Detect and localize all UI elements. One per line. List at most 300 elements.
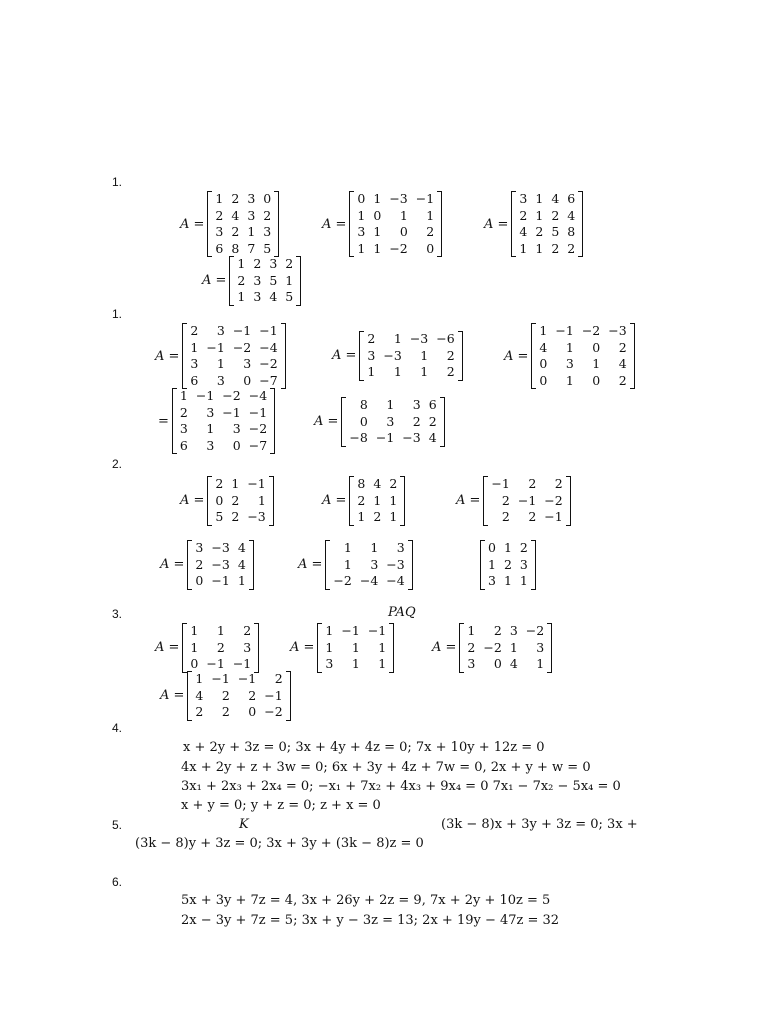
matrix-cell: 0	[232, 437, 241, 453]
matrix-cell: 2	[231, 492, 240, 508]
matrix-cell: −2	[483, 639, 502, 655]
matrix-cell: 2	[215, 476, 224, 491]
matrix-cell: 0	[592, 339, 601, 355]
matrix-prefix: A =	[160, 688, 185, 704]
equation-line: (3k − 8)x + 3y + 3z = 0; 3x +	[441, 817, 638, 832]
matrix-cell: 1	[535, 207, 544, 223]
parameter-k: K	[239, 817, 249, 832]
matrix-cell: 4	[269, 289, 278, 304]
matrix-cell: 2	[274, 671, 283, 686]
matrix-cell: 1	[237, 256, 246, 271]
matrix-cell: 1	[399, 207, 408, 223]
matrix	[332, 331, 463, 381]
equation-line: 4x + 2y + z + 3w = 0; 6x + 3y + 4z + 7w = 0, 2x + y + w = 0	[181, 760, 591, 775]
equation-line: x + y = 0; y + z = 0; z + x = 0	[181, 798, 381, 813]
matrix-cell: 2	[231, 191, 240, 206]
matrix-cell: −1	[232, 323, 252, 338]
matrix-cell: 4	[237, 540, 246, 555]
matrix-cell: −1	[195, 388, 215, 403]
matrix-cell: 1	[195, 671, 204, 686]
matrix-prefix: A =	[456, 493, 481, 509]
matrix-cell: 2	[231, 509, 240, 524]
matrix-body	[349, 191, 442, 257]
matrix-cell: −1	[247, 476, 266, 491]
matrix-cell: 3	[488, 573, 496, 588]
matrix-cell: 3	[467, 656, 476, 671]
matrix-prefix: A =	[432, 640, 457, 656]
matrix-cell: 3	[325, 656, 334, 671]
matrix-cell: 0	[248, 704, 257, 719]
matrix-cell: 1	[503, 540, 512, 555]
matrix-cell: −2	[264, 704, 283, 719]
matrix-prefix: A =	[322, 493, 347, 509]
matrix-cell: 2	[263, 207, 272, 223]
matrix-cell: 4	[539, 339, 548, 355]
matrix-cell: 1	[325, 639, 334, 655]
matrix-cell: −2	[581, 323, 601, 338]
problem-label: 2.	[112, 457, 123, 471]
matrix-cell: 1	[488, 556, 496, 572]
matrix-prefix: A =	[290, 640, 315, 656]
matrix-cell: −2	[232, 339, 252, 355]
matrix-cell: 0	[215, 492, 224, 508]
problem-label: 3.	[112, 607, 123, 621]
matrix-cell: −1	[206, 656, 225, 671]
matrix-cell: −6	[436, 331, 455, 346]
matrix-cell: 3	[519, 191, 528, 206]
matrix-cell: −1	[211, 671, 230, 686]
matrix-cell: 0	[399, 224, 408, 239]
matrix-cell: 5	[215, 509, 224, 524]
matrix-cell: 1	[467, 623, 476, 638]
matrix-cell: 3	[509, 623, 518, 638]
matrix	[155, 323, 286, 389]
matrix-body	[341, 397, 444, 447]
matrix-prefix: A =	[298, 557, 323, 573]
matrix-cell: 3	[247, 191, 256, 206]
matrix-cell: 1	[343, 556, 352, 572]
matrix-body	[317, 623, 394, 673]
matrix-cell: 1	[592, 356, 601, 371]
matrix-cell: −3	[211, 556, 230, 572]
matrix-cell: −1	[491, 476, 510, 491]
matrix-cell: 2	[195, 556, 204, 572]
matrix	[155, 623, 259, 673]
matrix-cell: −1	[341, 623, 360, 638]
matrix-cell: 1	[535, 240, 544, 256]
matrix-cell: 2	[248, 687, 257, 703]
matrix-cell: 1	[206, 421, 215, 436]
matrix-cell: −1	[222, 404, 241, 420]
problem-heading: PAQ	[388, 605, 416, 620]
matrix-cell: 1	[378, 656, 387, 671]
matrix-body	[511, 191, 583, 257]
matrix-cell: 3	[206, 437, 215, 453]
matrix-cell: 2	[446, 347, 455, 363]
matrix-cell: 2	[373, 509, 382, 524]
matrix-cell: −4	[259, 339, 278, 355]
matrix-cell: 0	[592, 372, 601, 388]
matrix-cell: 1	[343, 540, 352, 555]
matrix-cell: 4	[519, 224, 528, 239]
matrix-cell: 1	[393, 331, 402, 346]
matrix-cell: 1	[351, 639, 360, 655]
matrix-cell: 3	[243, 639, 252, 655]
matrix-prefix: A =	[160, 557, 185, 573]
matrix	[432, 623, 552, 673]
matrix-cell: 3	[412, 397, 421, 412]
matrix-cell: 4	[618, 356, 627, 371]
matrix-cell: 2	[412, 413, 421, 429]
matrix-body	[207, 476, 273, 526]
matrix-cell: 4	[567, 207, 576, 223]
matrix-cell: 4	[428, 430, 437, 445]
matrix-cell: 3	[206, 404, 215, 420]
matrix	[180, 476, 274, 526]
matrix-cell: −2	[222, 388, 241, 403]
equation-line: 5x + 3y + 7z = 4, 3x + 26y + 2z = 9, 7x + 2y + 10z = 5	[181, 893, 551, 908]
matrix-cell: 2	[215, 207, 224, 223]
matrix-cell: −1	[555, 323, 574, 338]
matrix	[456, 476, 571, 526]
matrix-cell: 2	[367, 331, 376, 346]
matrix-prefix: A =	[155, 348, 180, 364]
matrix-cell: 1	[386, 397, 395, 412]
matrix-cell: −3	[389, 191, 408, 206]
matrix-cell: −2	[333, 573, 352, 588]
matrix-cell: 2	[221, 687, 230, 703]
matrix-cell: −7	[259, 372, 278, 388]
matrix-cell: 2	[528, 476, 537, 491]
matrix-cell: 1	[539, 323, 548, 338]
matrix-cell: −3	[211, 540, 230, 555]
matrix-cell: 4	[237, 556, 246, 572]
problem-label: 6.	[112, 875, 123, 889]
matrix-cell: 1	[357, 509, 366, 524]
matrix-prefix: A =	[314, 414, 339, 430]
matrix-cell: 0	[493, 656, 502, 671]
matrix-cell: 1	[509, 639, 518, 655]
matrix-cell: −1	[248, 404, 268, 420]
matrix-cell: −3	[608, 323, 627, 338]
matrix-cell: 4	[195, 687, 204, 703]
matrix-cell: −2	[248, 421, 268, 436]
matrix-body	[325, 540, 412, 590]
matrix-cell: 4	[551, 191, 560, 206]
matrix-body	[207, 191, 279, 257]
matrix-cell: 3	[247, 207, 256, 223]
matrix-prefix: A =	[322, 216, 347, 232]
matrix-cell: 5	[285, 289, 294, 304]
matrix-cell: 2	[190, 323, 199, 338]
matrix-cell: −3	[383, 347, 402, 363]
matrix-cell: 0	[243, 372, 252, 388]
matrix-cell: 1	[190, 339, 199, 355]
matrix-cell: −1	[232, 656, 252, 671]
matrix-cell: 0	[539, 356, 548, 371]
matrix-cell: 2	[551, 207, 560, 223]
matrix	[314, 397, 445, 447]
matrix-cell: 1	[357, 240, 366, 256]
matrix-cell: 8	[231, 240, 240, 256]
matrix-cell: 0	[263, 191, 272, 206]
matrix-cell: 3	[190, 356, 199, 371]
matrix-cell: 2	[467, 639, 476, 655]
matrix-cell: −4	[248, 388, 268, 403]
matrix-cell: 6	[428, 397, 437, 412]
equation-line: 3x₁ + 2x₃ + 2x₄ = 0; −x₁ + 7x₂ + 4x₃ + 9x₄ = 0 7x₁ − 7x₂ − 5x₄ = 0	[181, 779, 621, 794]
problem-label: 1.	[112, 307, 123, 321]
matrix-cell: 1	[389, 492, 398, 508]
matrix	[484, 191, 583, 257]
matrix-cell: 2	[519, 540, 528, 555]
matrix-cell: 0	[359, 413, 368, 429]
matrix-cell: −2	[389, 240, 408, 256]
matrix	[160, 540, 254, 590]
matrix-cell: 2	[501, 509, 510, 524]
matrix-cell: 2	[551, 240, 560, 256]
matrix-cell: −1	[264, 687, 283, 703]
matrix-cell: −1	[259, 323, 278, 338]
matrix-cell: 1	[190, 639, 199, 655]
matrix-body	[459, 623, 552, 673]
problem-label: 1.	[112, 175, 123, 189]
matrix-cell: −1	[517, 492, 537, 508]
matrix-cell: 3	[386, 413, 395, 429]
matrix-cell: −1	[367, 623, 387, 638]
matrix-cell: 0	[195, 573, 204, 588]
matrix-cell: 2	[519, 207, 528, 223]
matrix-cell: 1	[237, 573, 246, 588]
matrix-cell: 3	[536, 639, 545, 655]
matrix-cell: 0	[488, 540, 496, 555]
matrix-cell: 1	[378, 639, 387, 655]
matrix-cell: 8	[359, 397, 368, 412]
matrix-cell: 1	[420, 347, 429, 363]
matrix-cell: 2	[389, 476, 398, 491]
matrix-cell: 2	[195, 704, 204, 719]
matrix-cell: −3	[386, 556, 405, 572]
matrix-cell: 3	[179, 421, 188, 436]
matrix-body	[182, 623, 259, 673]
matrix-cell: 1	[420, 364, 429, 379]
matrix-cell: 3	[253, 272, 262, 288]
matrix	[158, 388, 275, 454]
matrix-cell: −4	[359, 573, 379, 588]
matrix-cell: −3	[409, 331, 429, 346]
matrix-cell: 1	[373, 240, 382, 256]
matrix-cell: 2	[221, 704, 230, 719]
matrix-cell: 1	[351, 656, 360, 671]
matrix	[298, 540, 413, 590]
matrix-cell: 2	[285, 256, 294, 271]
matrix-cell: 2	[237, 272, 246, 288]
matrix-cell: 2	[528, 509, 537, 524]
matrix-body	[359, 331, 462, 381]
matrix-cell: 1	[216, 623, 225, 638]
matrix-cell: 6	[215, 240, 224, 256]
matrix-cell: 2	[243, 623, 252, 638]
matrix-cell: 1	[535, 191, 544, 206]
matrix-body	[187, 540, 253, 590]
matrix-cell: 1	[247, 224, 256, 239]
matrix-cell: 3	[253, 289, 262, 304]
equation-line: 2x − 3y + 7z = 5; 3x + y − 3z = 13; 2x + 19y − 47z = 32	[181, 913, 560, 928]
matrix-cell: 1	[393, 364, 402, 379]
matrix-cell: 2	[253, 256, 262, 271]
matrix-cell: −1	[211, 573, 230, 588]
matrix-cell: −2	[525, 623, 545, 638]
problem-label: 5.	[112, 818, 123, 832]
matrix-cell: 1	[536, 656, 545, 671]
matrix-body	[229, 256, 301, 306]
matrix-cell: 1	[373, 191, 382, 206]
matrix-cell: 1	[565, 372, 574, 388]
matrix-cell: 2	[446, 364, 455, 379]
matrix-cell: 7	[247, 240, 256, 256]
matrix-cell: 1	[325, 623, 334, 638]
matrix-body	[182, 323, 285, 389]
matrix-cell: 5	[263, 240, 272, 256]
matrix-cell: 1	[519, 573, 528, 588]
matrix-cell: 3	[519, 556, 528, 572]
problem-label: 4.	[112, 721, 123, 735]
matrix-cell: 1	[179, 388, 188, 403]
matrix-cell: 8	[357, 476, 366, 491]
matrix-body	[349, 476, 405, 526]
matrix-prefix: A =	[180, 493, 205, 509]
matrix-cell: 2	[179, 404, 188, 420]
matrix-cell: 0	[373, 207, 382, 223]
matrix-cell: 2	[426, 224, 435, 239]
matrix-cell: 1	[389, 509, 398, 524]
matrix-cell: 3	[243, 356, 252, 371]
matrix-cell: 1	[215, 191, 224, 206]
matrix-cell: −8	[349, 430, 368, 445]
matrix	[290, 623, 394, 673]
matrix-cell: 3	[263, 224, 272, 239]
matrix-cell: 3	[367, 347, 376, 363]
matrix-cell: 2	[357, 492, 366, 508]
matrix-cell: 2	[216, 639, 225, 655]
matrix-cell: −1	[375, 430, 395, 445]
matrix-cell: 3	[357, 224, 366, 239]
matrix-cell: 1	[257, 492, 266, 508]
matrix-cell: 1	[216, 356, 225, 371]
matrix-cell: 2	[493, 623, 502, 638]
matrix-cell: 6	[567, 191, 576, 206]
matrix	[504, 323, 635, 389]
matrix-cell: 1	[237, 289, 246, 304]
matrix-cell: 6	[190, 372, 199, 388]
matrix-cell: 2	[501, 492, 510, 508]
matrix-cell: 1	[231, 476, 240, 491]
matrix	[180, 191, 279, 257]
matrix-cell: −3	[402, 430, 421, 445]
matrix-prefix: A =	[155, 640, 180, 656]
matrix-cell: 2	[503, 556, 512, 572]
matrix-cell: 4	[231, 207, 240, 223]
matrix-cell: 1	[367, 364, 376, 379]
matrix-cell: 3	[396, 540, 405, 555]
matrix-cell: 6	[179, 437, 188, 453]
matrix	[480, 540, 536, 590]
matrix-cell: 0	[190, 656, 199, 671]
matrix-cell: 1	[565, 339, 574, 355]
matrix-cell: 1	[519, 240, 528, 256]
matrix-cell: −3	[247, 509, 266, 524]
matrix-prefix: =	[158, 413, 169, 429]
matrix-body	[483, 476, 570, 526]
matrix-prefix: A =	[180, 216, 205, 232]
matrix-prefix: A =	[332, 348, 357, 364]
matrix-cell: −7	[248, 437, 268, 453]
matrix-cell: 5	[551, 224, 560, 239]
matrix-prefix: A =	[484, 216, 509, 232]
matrix-cell: 1	[373, 224, 382, 239]
matrix-cell: 4	[509, 656, 518, 671]
matrix-cell: 2	[567, 240, 576, 256]
matrix-cell: −4	[386, 573, 405, 588]
matrix-cell: 1	[357, 207, 366, 223]
matrix-cell: −1	[415, 191, 435, 206]
matrix-cell: −1	[237, 671, 257, 686]
matrix-cell: 1	[503, 573, 512, 588]
matrix-cell: 8	[567, 224, 576, 239]
matrix-cell: 3	[370, 556, 379, 572]
matrix-cell: 0	[426, 240, 435, 256]
matrix-cell: 2	[554, 476, 563, 491]
matrix	[322, 191, 442, 257]
matrix-body	[172, 388, 275, 454]
matrix-cell: 0	[357, 191, 366, 206]
matrix-body	[531, 323, 634, 389]
matrix-cell: 2	[428, 413, 437, 429]
matrix-cell: 4	[373, 476, 382, 491]
matrix-cell: 1	[426, 207, 435, 223]
matrix-cell: 3	[232, 421, 241, 436]
matrix-cell: 2	[618, 372, 627, 388]
matrix-cell: 5	[269, 272, 278, 288]
matrix-cell: 1	[190, 623, 199, 638]
matrix-cell: 1	[373, 492, 382, 508]
matrix-prefix: A =	[202, 273, 227, 289]
matrix	[322, 476, 405, 526]
matrix-cell: 3	[269, 256, 278, 271]
matrix-cell: −1	[544, 509, 563, 524]
matrix-body	[187, 671, 290, 721]
matrix-cell: 0	[539, 372, 548, 388]
equation-line: (3k − 8)y + 3z = 0; 3x + 3y + (3k − 8)z = 0	[135, 836, 424, 851]
matrix-cell: 1	[370, 540, 379, 555]
matrix-cell: 2	[231, 224, 240, 239]
matrix-cell: 3	[216, 323, 225, 338]
matrix-prefix: A =	[504, 348, 529, 364]
matrix-cell: 3	[215, 224, 224, 239]
matrix	[160, 671, 291, 721]
matrix-cell: 3	[565, 356, 574, 371]
matrix	[202, 256, 301, 306]
equation-line: x + 2y + 3z = 0; 3x + 4y + 4z = 0; 7x + 10y + 12z = 0	[183, 740, 545, 755]
matrix-cell: 2	[535, 224, 544, 239]
matrix-cell: 1	[285, 272, 294, 288]
matrix-cell: 2	[618, 339, 627, 355]
matrix-cell: −1	[206, 339, 225, 355]
matrix-cell: 3	[195, 540, 204, 555]
matrix-body	[480, 540, 536, 590]
matrix-cell: 3	[216, 372, 225, 388]
matrix-cell: −2	[544, 492, 563, 508]
